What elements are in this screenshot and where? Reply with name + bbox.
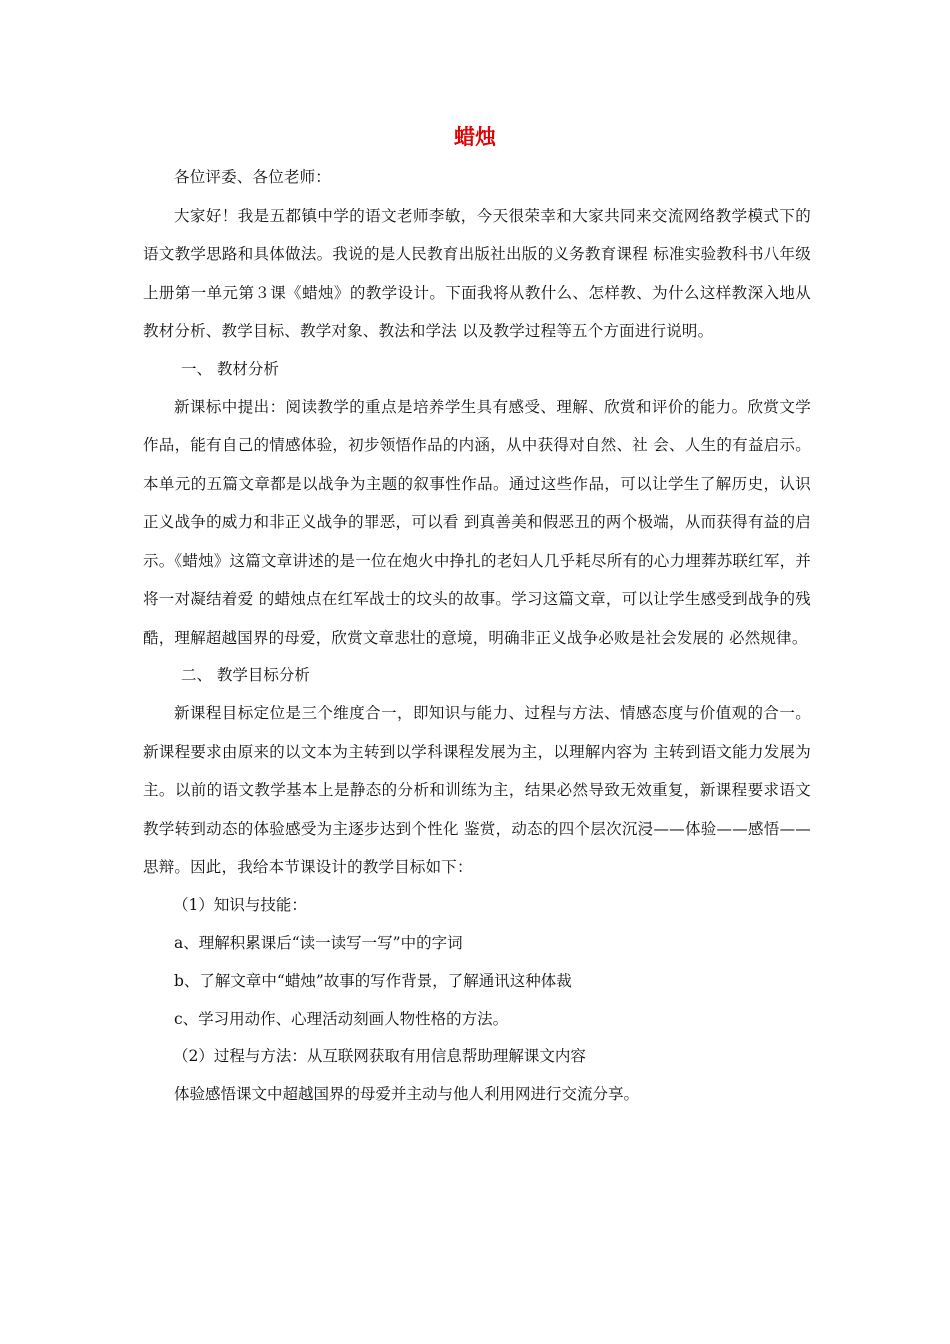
goal-process-paragraph: 体验感悟课文中超越国界的母爱并主动与他人利用网进行交流分享。 [174, 1084, 640, 1103]
document-title: 蜡烛 [454, 124, 496, 149]
goal-process-heading: （2）过程与方法：从互联网获取有用信息帮助理解课文内容 [173, 1046, 586, 1065]
document-body [143, 158, 811, 1113]
textbook-analysis-paragraph: 新课标中提出：阅读教学的重点是培养学生具有感受、理解、欣赏和评价的能力。欣赏文学作品，能有自己的情感体验，初步领悟作品的内涵，从中获得对自然、社 会、人生的有益启示。本单元的五篇文章都是以战争为主题的叙事性作品。通过这些作品，可以让学生了解历史，认识正义战争的威力和非正义战争的罪恶，可以看 到真善美和假恶丑的两个极端，从而获得有益的启示。《蜡烛》这篇文章讲述的是一位在炮火中挣扎的老妇人几乎耗尽所有的心力埋葬苏联红军，并将一对凝结着爱 的蜡烛点在红军战士的坟头的故事。学习这篇文章，可以让学生感受到战争的残酷，理解超越国界的母爱，欣赏文章悲壮的意境，明确非正义战争必败是社会发展的 必然规律。 [143, 397, 811, 647]
goal-knowledge-item-a: a、理解积累课后“读一读写一写”中的字词 [174, 933, 463, 952]
section-heading-teaching-goals: 二、 教学目标分析 [181, 666, 310, 684]
teaching-goals-paragraph: 新课程目标定位是三个维度合一，即知识与能力、过程与方法、情感态度与价值观的合一。新课程要求由原来的以文本为主转到以学科课程发展为主，以理解内容为 主转到语文能力发展为主。以前的语文教学基本上是静态的分析和训练为主，结果必然导致无效重复，新课程要求语文教学转到动态的体验感受为主逐步达到个性化 鉴赏，动态的四个层次沉浸——体验——感悟——思辩。因此，我给本节课设计的教学目标如下： [143, 704, 811, 876]
goal-knowledge-heading: （1）知识与技能： [173, 895, 307, 914]
intro-paragraph: 大家好！我是五都镇中学的语文老师李敏，今天很荣幸和大家共同来交流网络教学模式下的语文教学思路和具体做法。我说的是人民教育出版社出版的义务教育课程 标准实验教科书八年级上册第一单元第３课《蜡烛》的教学设计。下面我将从教什么、怎样教、为什么这样教深入地从教材分析、教学目标、教学对象、教法和学法 以及教学过程等五个方面进行说明。 [143, 206, 811, 340]
section-heading-textbook-analysis: 一、 教材分析 [181, 359, 279, 378]
goal-knowledge-item-b: b、了解文章中“蜡烛”故事的写作背景，了解通讯这种体裁 [174, 971, 572, 990]
goal-knowledge-item-c: c、学习用动作、心理活动刻画人物性格的方法。 [174, 1009, 509, 1028]
greeting-paragraph: 各位评委、各位老师： [174, 168, 332, 186]
